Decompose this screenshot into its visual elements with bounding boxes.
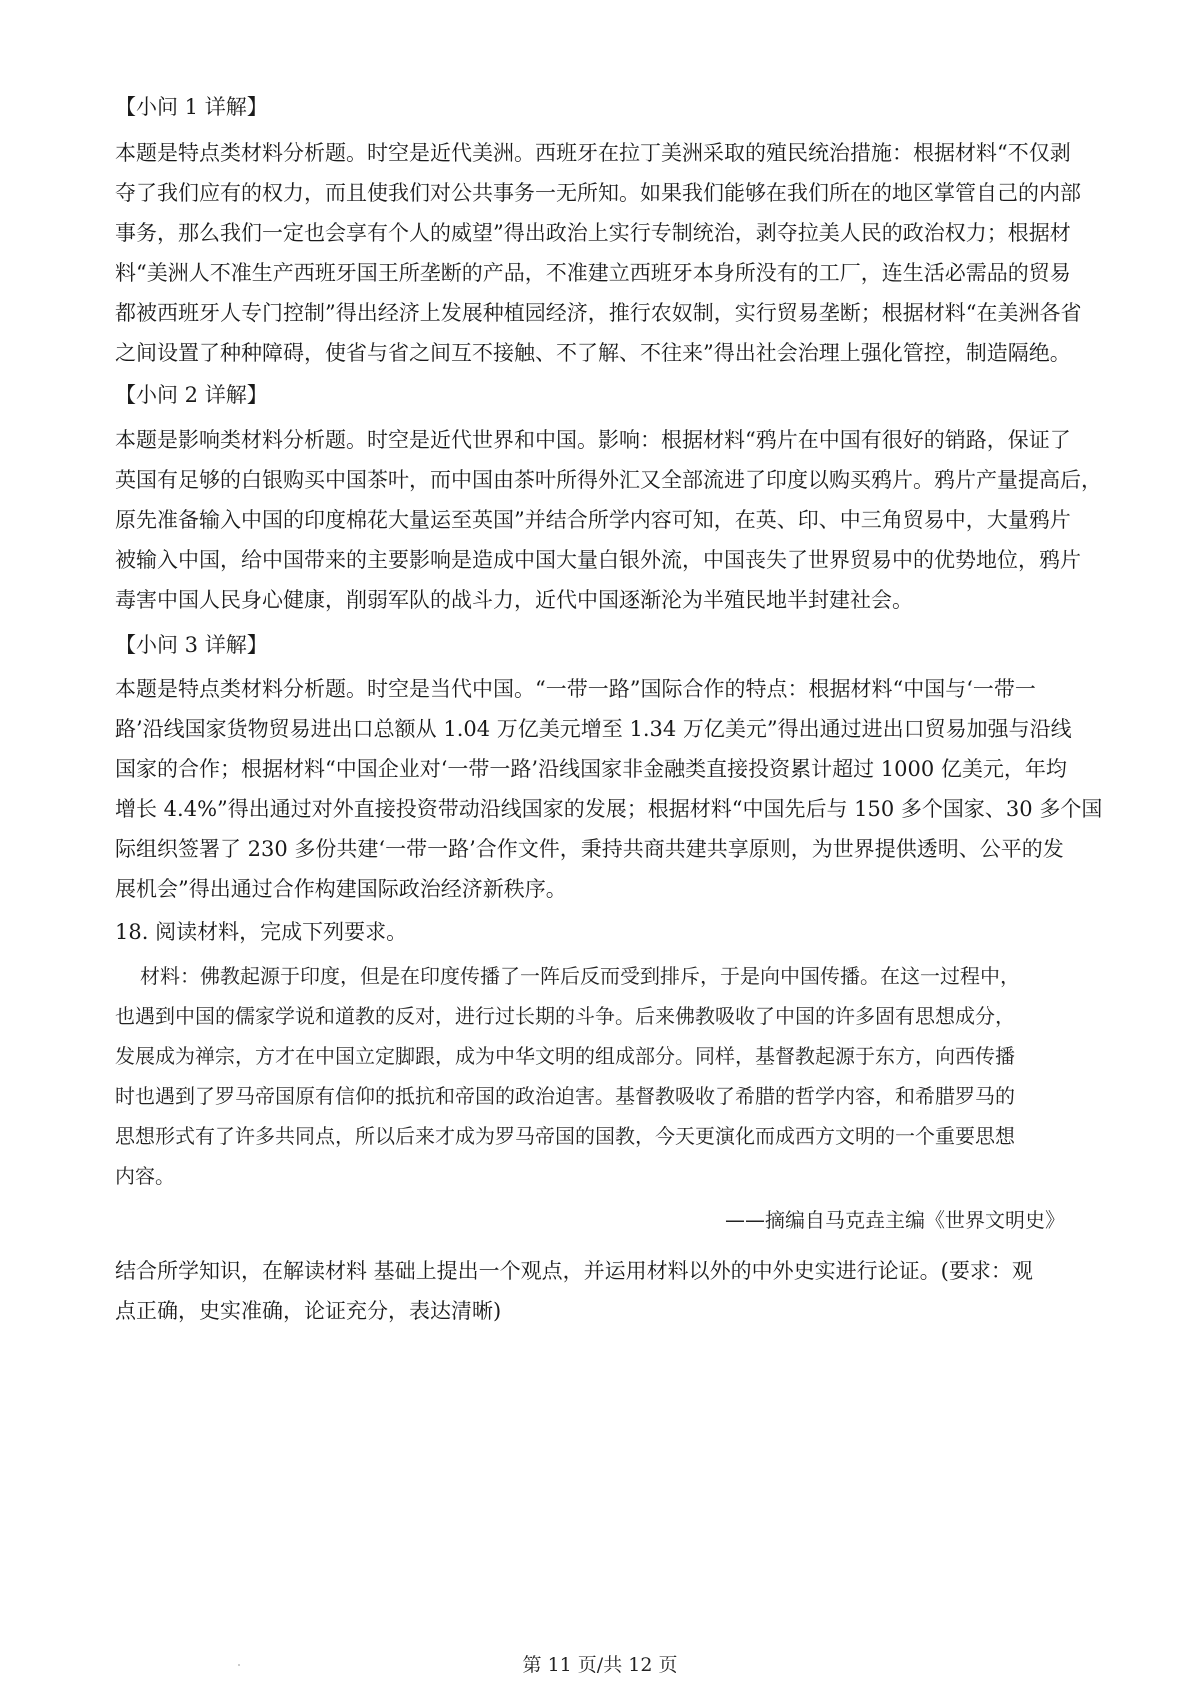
q18-title: 18. 阅读材料，完成下列要求。 [115,920,408,944]
q18-material-line-4: 时也遇到了罗马帝国原有信仰的抵抗和帝国的政治迫害。基督教吸收了希腊的哲学内容，和希腊罗马的 [115,1084,1015,1108]
q1-line-4: 料“美洲人不准生产西班牙国王所垄断的产品，不准建立西班牙本身所没有的工厂，连生活必需品的贸易 [115,261,1071,285]
q1-heading: 【小问 1 详解】 [115,95,268,119]
q1-line-3: 事务，那么我们一定也会享有个人的威望”得出政治上实行专制统治，剥夺拉美人民的政治权力；根据材 [115,221,1071,245]
q3-line-3: 国家的合作；根据材料“中国企业对‘一带一路’沿线国家非金融类直接投资累计超过 1000 亿美元，年均 [115,757,1067,781]
q3-line-4: 增长 4.4%”得出通过对外直接投资带动沿线国家的发展；根据材料“中国先后与 150 多个国家、30 多个国 [115,797,1103,821]
q18-material-line-2: 也遇到中国的儒家学说和道教的反对，进行过长期的斗争。后来佛教吸收了中国的许多固有思想成分， [115,1004,1015,1028]
q1-line-6: 之间设置了种种障碍，使省与省之间互不接触、不了解、不往来”得出社会治理上强化管控，制造隔绝。 [115,341,1071,365]
q2-line-5: 毒害中国人民身心健康，削弱军队的战斗力，近代中国逐渐沦为半殖民地半封建社会。 [115,588,913,612]
q3-line-2: 路’沿线国家货物贸易进出口总额从 1.04 万亿美元增至 1.34 万亿美元”得出通过进出口贸易加强与沿线 [115,717,1072,741]
q18-material-line-5: 思想形式有了许多共同点，所以后来才成为罗马帝国的国教，今天更演化而成西方文明的一个重要思想 [115,1124,1015,1148]
q3-heading: 【小问 3 详解】 [115,633,268,657]
q3-line-1: 本题是特点类材料分析题。时空是当代中国。“一带一路”国际合作的特点：根据材料“中国与‘一带一 [115,677,1036,701]
q2-line-3: 原先准备输入中国的印度棉花大量运至英国”并结合所学内容可知，在英、印、中三角贸易中，大量鸦片 [115,508,1071,532]
q2-line-4: 被输入中国，给中国带来的主要影响是造成中国大量白银外流，中国丧失了世界贸易中的优势地位，鸦片 [115,548,1081,572]
q18-material-line-3: 发展成为禅宗，方才在中国立定脚跟，成为中华文明的组成部分。同样，基督教起源于东方，向西传播 [115,1044,1015,1068]
page-number: 第 11 页/共 12 页 [522,1654,678,1676]
q1-line-2: 夺了我们应有的权力，而且使我们对公共事务一无所知。如果我们能够在我们所在的地区掌管自己的内部 [115,181,1081,205]
q18-requirement-line-2: 点正确，史实准确，论证充分，表达清晰) [115,1299,502,1323]
q2-line-2: 英国有足够的白银购买中国茶叶，而中国由茶叶所得外汇又全部流进了印度以购买鸦片。鸦片产量提高后， [115,468,1102,492]
q1-line-1: 本题是特点类材料分析题。时空是近代美洲。西班牙在拉丁美洲采取的殖民统治措施：根据材料“不仅剥 [115,141,1071,165]
q3-line-6: 展机会”得出通过合作构建国际政治经济新秩序。 [115,877,567,901]
q18-requirement-line-1: 结合所学知识，在解读材料 基础上提出一个观点，并运用材料以外的中外史实进行论证。(要求：观 [115,1259,1033,1283]
q18-source: ——摘编自马克垚主编《世界文明史》 [725,1208,1065,1232]
q1-line-5: 都被西班牙人专门控制”得出经济上发展种植园经济，推行农奴制，实行贸易垄断；根据材料“在美洲各省 [115,301,1082,325]
q2-line-1: 本题是影响类材料分析题。时空是近代世界和中国。影响：根据材料“鸦片在中国有很好的销路，保证了 [115,428,1071,452]
q18-material-line-1: 材料：佛教起源于印度，但是在印度传播了一阵后反而受到排斥，于是向中国传播。在这一过程中， [140,964,1020,988]
q3-line-5: 际组织签署了 230 多份共建‘一带一路’合作文件，秉持共商共建共享原则，为世界提供透明、公平的发 [115,837,1064,861]
q18-material-line-6: 内容。 [115,1164,175,1188]
q2-heading: 【小问 2 详解】 [115,383,268,407]
